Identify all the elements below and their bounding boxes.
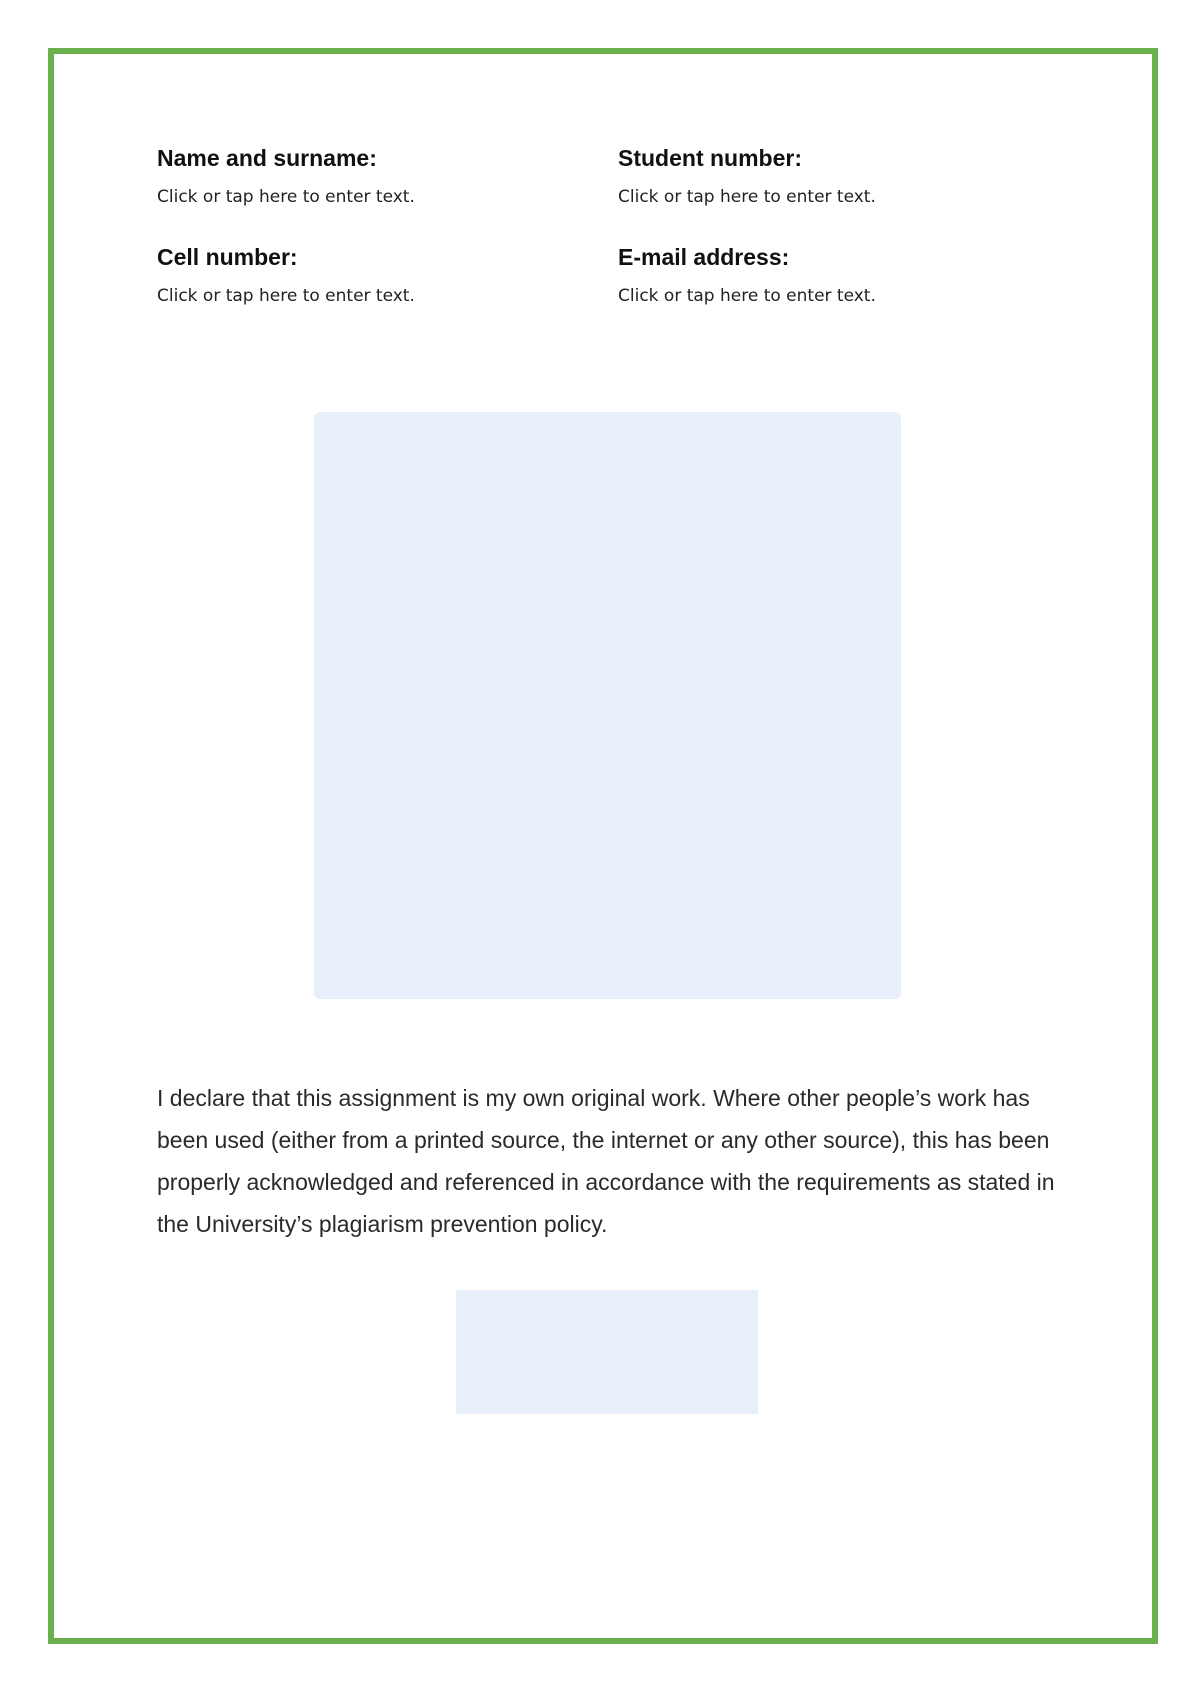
- cell-number-field: [157, 243, 415, 307]
- name-surname-label: Name and surname:: [157, 145, 377, 171]
- declaration-text: I declare that this assignment is my own original work. Where other people’s work has been used (either from a printed source, the internet or any other source), this has been properly acknowledged and referenced in accordance with the requirements as stated in the University’s plagiarism prevention policy.: [157, 1085, 1055, 1237]
- name-surname-input[interactable]: Click or tap here to enter text.: [157, 187, 415, 207]
- student-number-field: [618, 144, 876, 208]
- student-number-input[interactable]: Click or tap here to enter text.: [618, 187, 876, 207]
- name-surname-field: [157, 144, 415, 208]
- signature-placeholder[interactable]: [456, 1290, 758, 1414]
- email-field: [618, 243, 876, 307]
- student-number-label: Student number:: [618, 145, 802, 171]
- cell-number-label: Cell number:: [157, 244, 298, 270]
- cell-number-input[interactable]: Click or tap here to enter text.: [157, 286, 415, 306]
- email-label: E-mail address:: [618, 244, 790, 270]
- image-placeholder[interactable]: [314, 412, 901, 999]
- email-input[interactable]: Click or tap here to enter text.: [618, 286, 876, 306]
